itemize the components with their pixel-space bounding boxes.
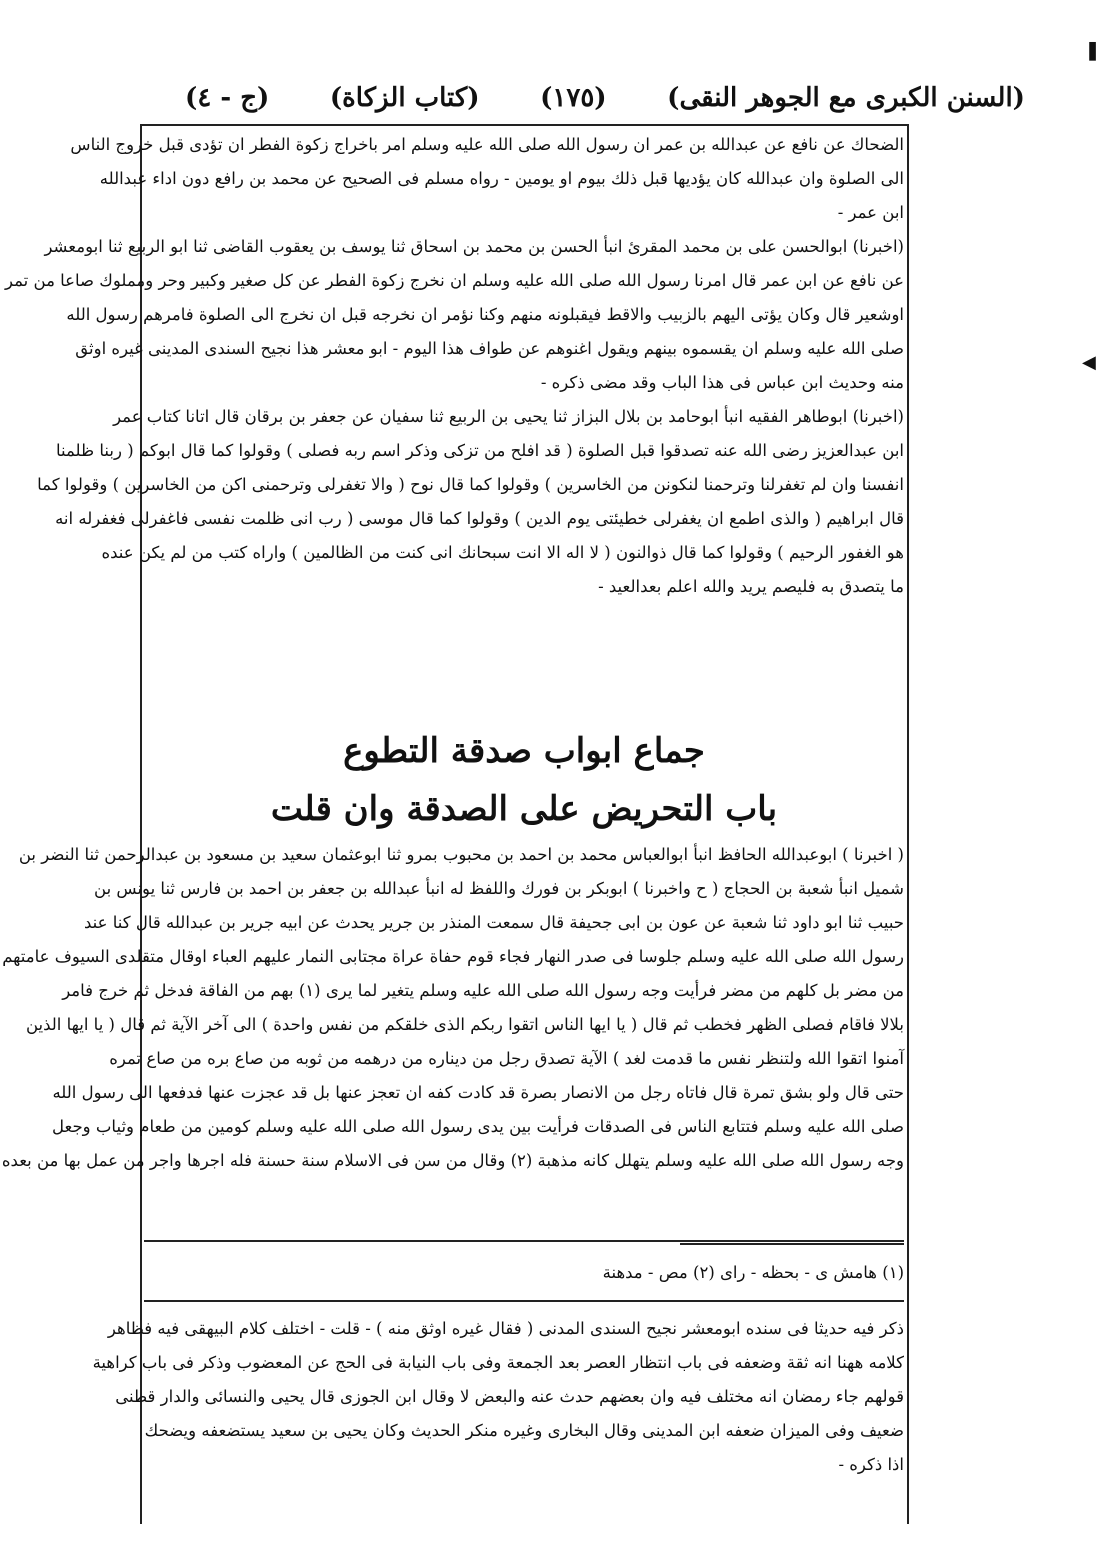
chapter-name: (كتاب الزكاة) <box>329 83 480 113</box>
section-title: جماع ابواب صدقة التطوع <box>343 731 705 771</box>
main-text-part1 <box>5 128 904 604</box>
main-text-part2 <box>1 838 904 1178</box>
commentary-line: اذا ذكره - <box>838 1455 904 1474</box>
text-line: قال ابراهيم ( والذى اطمع ان يغفرلى خطيئتى يوم الدين ) وقولوا كما قال موسى ( رب انى ظلمت نفسى فاغفرلى فغفرله انه <box>55 509 904 528</box>
book-title: (السنن الكبرى مع الجوهر النقى) <box>667 83 1025 113</box>
page-number: (١٧٥) <box>540 83 607 113</box>
footnote-separator <box>144 1240 904 1242</box>
text-line: الى الصلوة وان عبدالله كان يؤديها قبل ذلك بيوم او يومين - رواه مسلم فى الصحيح عن محمد بن رافع دون اداء عبدالله <box>99 169 904 188</box>
text-line: (اخبرنا) ابوطاهر الفقيه انبأ ابوحامد بن بلال البزاز ثنا يحيى بن الربيع ثنا سفيان عن جعفر بن برقان قال اتانا كتاب عمر <box>113 407 904 426</box>
commentary-al-jawhar-al-naqi <box>92 1312 904 1482</box>
text-line: بلالا فاقام فصلى الظهر فخطب ثم قال ( يا ايها الناس اتقوا ربكم الذى خلقكم من نفس واحدة ) الى آخر الآية ثم قال ( يا ايها الذين <box>25 1015 904 1034</box>
commentary-line: ضعيف وفى الميزان ضعفه ابن المدينى وقال البخارى وغيره منكر الحديث وكان يحيى بن سعيد يستضعفه ويضحك <box>144 1421 904 1440</box>
text-line: هو الغفور الرحيم ) وقولوا كما قال ذوالنون ( لا اله الا انت سبحانك انى كنت من الظالمين ) واراه كتب من لم يكن عنده <box>101 543 904 562</box>
text-line: ابن عمر - <box>837 203 904 222</box>
footnote-line: (١) هامش ى - بحظه - راى (٢) مص - مدهنة <box>602 1263 904 1282</box>
text-line: حبيب ثنا ابو داود ثنا شعبة عن عون بن ابى جحيفة قال سمعت المنذر بن جرير يحدث عن ابيه جرير بن عبدالله قال كنا عند <box>84 913 904 932</box>
text-line: ابن عبدالعزيز رضى الله عنه تصدقوا قبل الصلوة ( قد افلح من تزكى وذكر اسم ربه فصلى ) وقولوا كما قال ابوكم ( ربنا ظلمنا <box>56 441 904 460</box>
text-line: الضحاك عن نافع عن عبدالله بن عمر ان رسول الله صلى الله عليه وسلم امر باخراج زكوة الفطر ان تؤدى قبل خروج الناس <box>70 135 904 154</box>
text-line: ما يتصدق به فليصم يريد والله اعلم بعدالعيد - <box>598 577 904 596</box>
text-line: من مضر بل كلهم من مضر فرأيت وجه رسول الله صلى الله عليه وسلم يتغير لما يرى (١) بهم من الفاقة فدخل ثم خرج فامر <box>62 981 904 1000</box>
text-line: شميل انبأ شعبة بن الحجاج ( ح واخبرنا ) ابوبكر بن فورك واللفظ له انبأ عبدالله بن جعفر بن احمد بن فارس ثنا يونس بن <box>94 879 904 898</box>
text-line: انفسنا وان لم تغفرلنا وترحمنا لنكونن من الخاسرين ) وقولوا كما قال نوح ( والا تغفرلى وترحمنى اكن من الخاسرين ) وقولوا كما <box>37 475 904 494</box>
paragraph-2 <box>5 230 904 400</box>
text-line: وجه رسول الله صلى الله عليه وسلم يتهلل كانه مذهبة (٢) وقال من سن فى الاسلام سنة حسنة فله اجرها واجر من عمل بها من بعده <box>1 1151 904 1170</box>
running-header <box>185 70 1025 126</box>
text-line: منه وحديث ابن عباس فى هذا الباب وقد مضى ذكره - <box>540 373 904 392</box>
margin-mark-middle: ◀ <box>1082 352 1096 373</box>
commentary-separator <box>144 1300 904 1302</box>
footnote-short-rule <box>680 1243 904 1245</box>
text-line: آمنوا اتقوا الله ولتنظر نفس ما قدمت لغد ) الآية تصدق رجل من ديناره من درهمه من ثوبه من صاع بره من صاع تمره <box>109 1049 904 1068</box>
chapter-title: باب التحريض على الصدقة وان قلت <box>270 789 778 829</box>
margin-mark-top: ❚ <box>1085 40 1101 61</box>
text-line: عن نافع عن ابن عمر قال امرنا رسول الله صلى الله عليه وسلم ان نخرج زكوة الفطر عن كل صغير وكبير وحر ومملوك صاعا من تمر <box>5 271 904 290</box>
paragraph-4 <box>1 838 904 1178</box>
text-line: صلى الله عليه وسلم ان يقسموه بينهم ويقول اغنوهم عن طواف هذا اليوم - ابو معشر هذا نجيح السندى المدينى غيره اوثق <box>75 339 904 358</box>
volume-number: (ج - ٤) <box>185 83 270 113</box>
text-line: صلى الله عليه وسلم فتتابع الناس فى الصدقات فرأيت بين يدى رسول الله صلى الله عليه وسلم كومين من طعام وثياب وجعل <box>52 1117 904 1136</box>
commentary-line: ذكر فيه حديثا فى سنده ابومعشر نجيح السندى المدنى ( فقال غيره اوثق منه ) - قلت - اختلف كلام البيهقى فيه فظاهر <box>107 1319 904 1338</box>
commentary-line: كلامه ههنا انه ثقة وضعفه فى باب انتظار العصر بعد الجمعة وفى باب النيابة فى الحج عن المعضوب وذكر فى باب كراهية <box>92 1353 904 1372</box>
paragraph-1 <box>70 128 904 230</box>
text-line: اوشعير قال وكان يؤتى اليهم بالزبيب والاقط فيقبلونه منهم وكنا نؤمر ان نخرجه قبل ان نخرج الى الصلوة فامرهم رسول الله <box>66 305 904 324</box>
text-line: رسول الله صلى الله عليه وسلم جلوسا فى صدر النهار فجاء قوم حفاة عراة مجتابى النمار عليهم العباء اوقال متقلدى السيوف عامتهم <box>2 947 904 966</box>
footnotes <box>144 1256 904 1290</box>
commentary-line: قولهم جاء رمضان انه مختلف فيه وان بعضهم حدث عنه والبعض لا وقال ابن الجوزى قال يحيى والنسائى والدار قطنى <box>115 1387 904 1406</box>
paragraph-3 <box>37 400 904 604</box>
text-line: (اخبرنا) ابوالحسن على بن محمد المقرئ انبأ الحسن بن محمد بن اسحاق ثنا يوسف بن يعقوب القاضى ثنا ابو الربيع ثنا ابومعشر <box>44 237 904 256</box>
text-line: حتى قال ولو بشق تمرة قال فاتاه رجل من الانصار بصرة قد كادت كفه ان تعجز عنها بل قد عجزت عنها فدفعها الى رسول الله <box>52 1083 904 1102</box>
text-line: ( اخبرنا ) ابوعبدالله الحافظ انبأ ابوالعباس محمد بن احمد بن محبوب بمرو ثنا ابوعثمان سعيد بن مسعود بن عبدالرحمن ثنا النضر بن <box>18 845 904 864</box>
